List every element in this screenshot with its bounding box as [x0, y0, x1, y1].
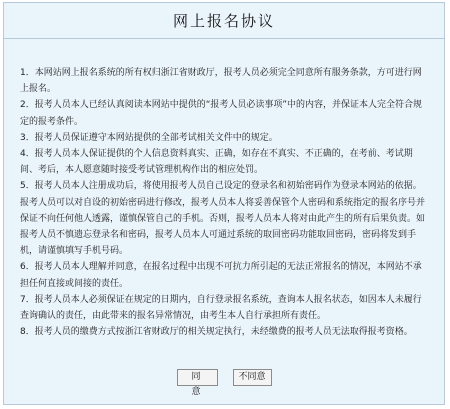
title-bar	[4, 3, 444, 39]
agreement-clause-4: 4．报考人员本人保证提供的个人信息资料真实、正确，如存在不真实、不正确的，在考前、考试期间、考后，本人愿意随时接受考试管理机构作出的相应处罚。	[20, 149, 413, 176]
agreement-text	[4, 39, 444, 340]
agreement-panel	[3, 2, 445, 405]
agree-button[interactable]: 同意	[177, 369, 218, 386]
agreement-clause-2: 2．报考人员本人已经认真阅读本网站中提供的“报考人员必读事项”中的内容，并保证本人完全符合规定的报考条件。	[20, 100, 423, 127]
page-title: 网上报名协议	[172, 12, 275, 30]
agreement-clause-7: 7．报考人员本人必须保证在规定的日期内，自行登录报名系统，查询本人报名状态，如因本人未履行查询确认的责任，由此带来的报名异常情况，由考生本人自行承担所有责任。	[20, 294, 422, 322]
button-row	[4, 369, 444, 397]
agreement-clause-5: 5．报考人员本人注册成功后，将使用报考人员自己设定的登录名和初始密码作为登录本网站的依据。报考人员可以对自设的初始密码进行修改，报考人员本人将妥善保管个人密码和系统指定的报名序号并保证不向任何他人透露，谨慎保管自己的手机。否则，报考人员本人将对由此产生的所有后果负责。如报考人员不慎遗忘登录名和密码，报考人员本人可通过系统的取回密码功能取回密码，密码将发到手机，请谨慎填写手机号码。	[20, 181, 426, 257]
agreement-clause-1: 1．本网站网上报名系统的所有权归浙江省财政厅，报考人员必须完全同意所有服务条款，方可进行网上报名。	[20, 68, 422, 95]
agreement-clause-3: 3．报考人员保证遵守本网站提供的全部考试相关文件中的规定。	[20, 132, 278, 143]
agreement-clause-6: 6．报考人员本人理解并同意，在报名过程中出现不可抗力所引起的无法正常报名的情况，本网站不承担任何直接或间接的责任。	[20, 262, 422, 289]
disagree-button[interactable]: 不同意	[233, 369, 272, 386]
agreement-clause-8: 8．报考人员的缴费方式按浙江省财政厅的相关规定执行，未经缴费的报考人员无法取得报考资格。	[20, 327, 413, 338]
